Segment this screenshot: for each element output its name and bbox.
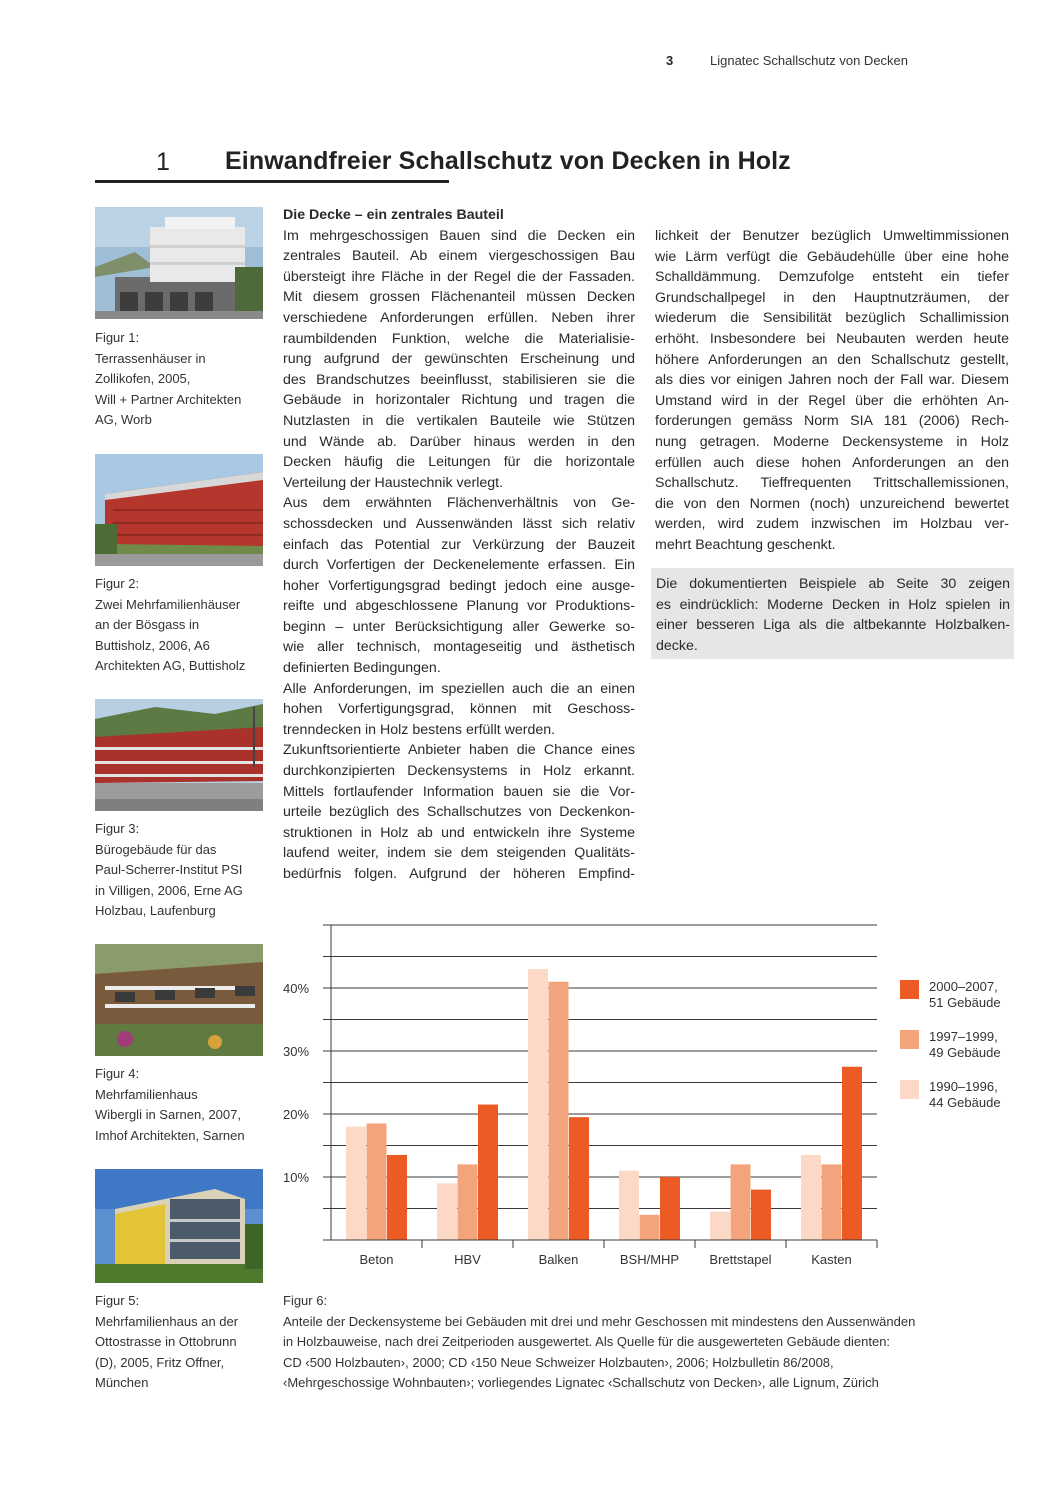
y-tick-label: 30%	[283, 1044, 310, 1059]
text-line: Mit diesem grossen Flächenanteil müssen Decken	[283, 289, 635, 306]
figure-4-caption	[95, 1064, 265, 1146]
text-line: Gebäude in horizontaler Richtung und tragen die	[283, 392, 635, 409]
caption-line: Anteile der Deckensysteme bei Gebäuden mit drei und mehr Geschossen mit mindestens den Aussenwänden	[283, 1313, 916, 1329]
caption-line: Will + Partner Architekten	[95, 391, 242, 407]
bar	[710, 1212, 730, 1240]
bar	[437, 1183, 457, 1240]
caption-line: Zwei Mehrfamilienhäuser	[95, 596, 241, 612]
chapter-rule	[95, 180, 449, 183]
caption-line: Figur 3:	[95, 821, 140, 836]
caption-line: Figur 6:	[283, 1293, 328, 1308]
text-line: erfüllen auch diese hohen Anforderungen an den	[655, 454, 1009, 471]
x-tick-label: Balken	[538, 1252, 579, 1267]
legend-label: 2000–2007,	[929, 979, 998, 994]
text-line: forderungen gemäss Norm SIA 181 (2006) Rech-	[655, 413, 1009, 430]
text-line: hoher Vorfertigungsgrad bedingt jedoch eine ausge-	[283, 577, 635, 594]
bar	[569, 1117, 589, 1240]
text-line: und Wände ab. Darüber hinaus werden in den	[283, 433, 635, 450]
text-line: des Brandschutzes beeinflusst, stabilisieren sie die	[283, 371, 635, 388]
bar	[731, 1164, 751, 1240]
text-line: Aus dem erwähnten Flächenverhältnis von Ge-	[283, 495, 635, 512]
running-title: Lignatec Schallschutz von Decken	[710, 53, 909, 68]
text-line: laufend weiter, indem sie dem steigenden Qualitäts-	[283, 845, 635, 862]
legend-label: 44 Gebäude	[929, 1095, 1001, 1110]
figure-1-caption	[95, 328, 265, 431]
text-line: Verteilung der Haustechnik verlegt.	[283, 474, 504, 491]
text-line: Nutzlasten in die vertikalen Bauteile wie Stützen	[283, 412, 635, 429]
text-line: einer besseren Liga als die altbekannte Holzbalken-	[656, 617, 1010, 634]
text-line: mehrt Beachtung geschenkt.	[655, 536, 836, 553]
legend-label: 1990–1996,	[929, 1079, 998, 1094]
text-line: definierten Bedingungen.	[283, 660, 441, 677]
text-line: Schallschutz. Tieffrequenten Trittschallemissionen,	[655, 475, 1009, 492]
bar-chart	[283, 915, 1043, 1275]
bar	[528, 969, 548, 1240]
y-tick-label: 40%	[283, 981, 310, 996]
text-line: wie aller technisch, montageseitig und ästhetisch	[283, 639, 635, 656]
bar	[640, 1215, 660, 1240]
text-line: lichkeit der Benutzer bezüglich Umweltimmissionen	[655, 228, 1009, 244]
bar	[842, 1067, 862, 1240]
caption-line: Figur 4:	[95, 1066, 140, 1081]
y-tick-label: 10%	[283, 1170, 310, 1185]
article-column-1	[283, 205, 635, 885]
bar	[822, 1164, 842, 1240]
text-line: decke.	[656, 637, 698, 654]
text-line: Umstand wird in der Regel über die erhöhten An-	[655, 392, 1009, 409]
page-number: 3	[666, 53, 674, 68]
caption-line: Figur 5:	[95, 1293, 140, 1308]
text-line: es eindrücklich: Moderne Decken in Holz spielen in	[656, 596, 1010, 613]
caption-line: in Villigen, 2006, Erne AG	[95, 882, 243, 898]
caption-line: Bürogebäude für das	[95, 841, 217, 857]
caption-line: Terrassenhäuser in	[95, 350, 206, 366]
caption-line: Figur 1:	[95, 330, 140, 345]
figure-2-photo	[95, 454, 263, 566]
bar	[801, 1155, 821, 1240]
text-line: werden, wird zudem inzwischen im Holzbau ver-	[655, 516, 1009, 533]
text-line: Alle Anforderungen, im speziellen auch die an einen	[283, 680, 635, 697]
chapter-title: Einwandfreier Schallschutz von Decken in Holz	[225, 147, 791, 175]
text-line: nung getragen. Moderne Deckensysteme in Holz	[655, 433, 1009, 450]
text-line: rung aufgrund der gewünschten Erscheinung und	[283, 351, 635, 368]
legend-swatch	[900, 1030, 919, 1049]
bar	[458, 1164, 478, 1240]
article-column-2	[655, 226, 1009, 556]
caption-line: an der Bösgass in	[95, 617, 200, 633]
text-line: Grundschallpegel in den Hauptnutzräumen, der	[655, 289, 1009, 306]
text-line: Die dokumentierten Beispiele ab Seite 30 zeigen	[656, 576, 1010, 592]
legend-label: 49 Gebäude	[929, 1045, 1001, 1060]
text-line: beginn – unter Berücksichtigung aller Gewerke so-	[283, 618, 635, 635]
text-line: struktionen in Holz ab und entwickeln ihre Systeme	[283, 824, 635, 841]
bar	[619, 1171, 639, 1240]
bar	[387, 1155, 407, 1240]
caption-line: Buttisholz, 2006, A6	[95, 637, 210, 653]
caption-line: Mehrfamilienhaus an der	[95, 1313, 239, 1329]
section-heading: Die Decke – ein zentrales Bauteil	[283, 207, 504, 223]
text-line: trenndecken in Holz bestens erfüllt werden.	[283, 721, 556, 738]
text-line: bedürfnis folgen. Aufgrund der höheren Empfind-	[283, 866, 635, 882]
legend-swatch	[900, 1080, 919, 1099]
caption-line: CD ‹500 Holzbauten›, 2000; CD ‹150 Neue Schweizer Holzbauten›, 2006; Holzbulletin 86/2008,	[283, 1354, 834, 1370]
bar	[751, 1190, 771, 1240]
bar	[367, 1123, 387, 1240]
figure-1-photo	[95, 207, 263, 319]
text-line: Zukunftsorientierte Anbieter haben die Chance eines	[283, 742, 635, 759]
y-tick-label: 20%	[283, 1107, 310, 1122]
caption-line: Paul-Scherrer-Institut PSI	[95, 862, 243, 878]
legend-label: 51 Gebäude	[929, 995, 1001, 1010]
figure-6-caption	[283, 1291, 983, 1394]
text-line: raumbildenden Funktion, welche die Materialisie-	[283, 330, 635, 347]
text-line: wie Lärm verfügt die Gebäudehülle über eine hohe	[655, 248, 1009, 265]
chapter-number: 1	[156, 148, 170, 176]
figure-2-caption	[95, 574, 265, 677]
text-line: zentrales Bauteil. Ab einem viergeschossigen Bau	[283, 248, 635, 265]
text-line: Mittels fortlaufender Information bauen sie die Vor-	[283, 783, 635, 800]
caption-line: Imhof Architekten, Sarnen	[95, 1127, 245, 1143]
text-line: reifte und abgeschlossene Planung vor Produktions-	[283, 598, 635, 615]
x-tick-label: HBV	[454, 1252, 481, 1267]
bar	[660, 1177, 680, 1240]
legend-label: 1997–1999,	[929, 1029, 998, 1044]
text-line: hohen Vorfertigungsgrad, können mit Geschoss-	[283, 701, 635, 718]
text-line: schossdecken und Aussenwänden lässt sich relativ	[283, 515, 635, 532]
chart-svg	[283, 915, 1043, 1275]
text-line: Schalldämmung. Demzufolge entsteht ein tiefer	[655, 269, 1009, 286]
text-line: als dies vor einigen Jahren noch der Fall war. Diesem	[655, 372, 1009, 389]
x-tick-label: Beton	[359, 1252, 394, 1267]
text-line: die von den Normen (noch) unzureichend bewertet	[655, 495, 1009, 512]
caption-line: Ottostrasse in Ottobrunn	[95, 1334, 237, 1350]
text-line: Decken häufig die Leitungen für die horizontale	[283, 454, 635, 471]
figure-4-photo	[95, 944, 263, 1056]
text-line: einfach das Potential zur Verkürzung der Bauzeit	[283, 536, 635, 553]
caption-line: Figur 2:	[95, 576, 140, 591]
text-line: durch Vorfertigen der Deckenelemente erfassen. Ein	[283, 557, 635, 574]
highlight-box-text	[656, 574, 1010, 656]
bar	[346, 1127, 366, 1240]
text-line: höhere Anforderungen an den Schallschutz gestellt,	[655, 351, 1009, 368]
legend-swatch	[900, 980, 919, 999]
bar	[549, 982, 569, 1240]
caption-line: ‹Mehrgeschossige Wohnbauten›; vorliegendes Lignatec ‹Schallschutz von Decken›, alle Lignum, Zürich	[283, 1375, 879, 1391]
figure-5-photo	[95, 1169, 263, 1283]
text-line: wiederum die Sensibilität bezüglich Schallimission	[655, 310, 1009, 327]
caption-line: (D), 2005, Fritz Offner,	[95, 1354, 225, 1370]
text-line: erhöht. Insbesondere bei Neubauten werden heute	[655, 330, 1009, 347]
figure-3-photo	[95, 699, 263, 811]
caption-line: Architekten AG, Buttisholz	[95, 658, 246, 674]
figure-5-caption	[95, 1291, 265, 1394]
caption-line: Mehrfamilienhaus	[95, 1086, 198, 1102]
text-line: verschiedene Anforderungen erfüllen. Neben ihrer	[283, 309, 635, 326]
caption-line: Holzbau, Laufenburg	[95, 903, 216, 919]
text-line: übersteigt ihre Fläche in der Regel die der Fassaden.	[283, 268, 635, 285]
caption-line: Wibergli in Sarnen, 2007,	[95, 1107, 241, 1123]
text-line: Im mehrgeschossigen Bauen sind die Decken ein	[283, 227, 635, 244]
caption-line: München	[95, 1375, 149, 1391]
caption-line: in Holzbauweise, nach drei Zeitperioden ausgewertet. Als Quelle für die ausgewerteten Gebäude dienten:	[283, 1334, 891, 1350]
x-tick-label: Kasten	[811, 1252, 852, 1267]
caption-line: Zollikofen, 2005,	[95, 371, 191, 387]
text-line: urteile bezüglich des Schallschutzes von Deckenkon-	[283, 804, 635, 821]
bar	[478, 1105, 498, 1240]
caption-line: AG, Worb	[95, 412, 152, 428]
x-tick-label: BSH/MHP	[619, 1252, 680, 1267]
figure-3-caption	[95, 819, 265, 922]
x-tick-label: Brettstapel	[709, 1252, 772, 1267]
text-line: durchkonzipierten Deckensystems in Holz erkannt.	[283, 763, 635, 780]
